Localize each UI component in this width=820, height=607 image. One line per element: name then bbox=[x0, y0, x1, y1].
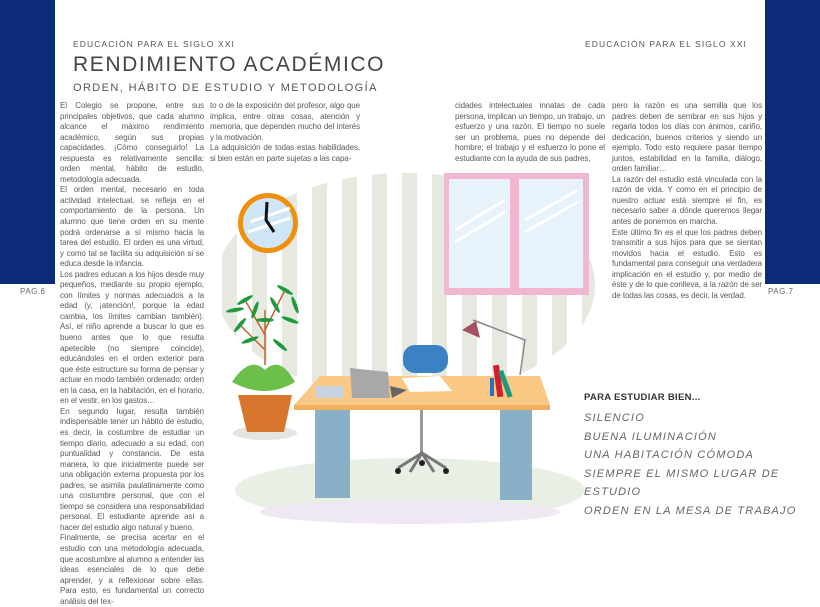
page-title: RENDIMIENTO ACADÉMICO bbox=[73, 53, 386, 76]
left-blue-band bbox=[0, 0, 55, 284]
text-column-3 bbox=[455, 101, 605, 164]
tip-item: ORDEN EN LA MESA DE TRABAJO bbox=[584, 504, 797, 517]
wall-stripe bbox=[282, 160, 297, 400]
study-room-illustration bbox=[220, 160, 600, 540]
text-column-2 bbox=[210, 101, 360, 164]
paragraph: to o de la exposición del profesor, algo que implica, entre otras cosas, atención y memoria, que dependen mucho del interés y la motivación. bbox=[210, 101, 360, 142]
clock-icon bbox=[238, 193, 298, 253]
leaf bbox=[256, 318, 274, 322]
text-column-1 bbox=[60, 101, 204, 607]
tip-item: UNA HABITACIÓN CÓMODA bbox=[584, 449, 755, 461]
tip-item: BUENA ILUMINACIÓN bbox=[584, 430, 718, 443]
wall-stripe bbox=[312, 160, 327, 400]
wall-stripe bbox=[342, 160, 357, 400]
paragraph: cidades intelectuales innatas de cada persona, implican un tiempo, un trabajo, un esfuerzo y una razón. El tiempo no suele ser un problema, pues no depende del hombre; el trabajo y el esfuerzo lo pone el estudiante con la ayuda de sus padres, bbox=[455, 101, 605, 163]
page-number-right: PAG.7 bbox=[768, 287, 794, 296]
wall-stripe bbox=[372, 160, 387, 400]
paragraph: El orden mental, necesario en toda actividad intelectual, se refleja en el comportamiento de la persona. Un alumno que tiene orden en su mente podrá ordenarse a sí mismo hacia la tarea del estudio. El orden es una virtud, y como tal se facilita su adquisición si se educa desde la infancia. bbox=[60, 185, 204, 269]
tip-item: SIEMPRE EL MISMO LUGAR DE ESTUDIO bbox=[584, 467, 780, 498]
tip-item: SILENCIO bbox=[584, 412, 645, 424]
text-column-4 bbox=[612, 101, 762, 301]
paragraph: pero la razón es una semilla que los padres deben de sembrar en sus hijos y regarla todos los días con ánimos, cariño, dedicación, buenos criterios y siendo un ejemplo. Todo esto requiere pasar tiempo juntos, estabilidad en la familia, diálogo, orden familiar… bbox=[612, 101, 762, 174]
running-header-left: EDUCACIÓN PARA EL SIGLO XXI bbox=[73, 39, 235, 49]
paragraph: Finalmente, se precisa acertar en el estudio con una metodología adecuada, que acostumbre al alumno a entender las ideas esenciales de lo que debe aprender, y a reflexionar sobre ellas. Para esto, es fundamental un correcto análisis del tex- bbox=[60, 533, 204, 606]
paragraph: El Colegio se propone, entre sus principales objetivos, que cada alumno alcance el máximo rendimiento académico, según sus propias capacidades. ¡Cómo conseguirlo! La respuesta es relativamente sencilla: orden mental, hábito de estudio, metodología adecuada. bbox=[60, 101, 204, 184]
paragraph: Este último fin es el que los padres deben transmitir a sus hijos para que se sientan movidos hacia el estudio. Esto es fundamental para conseguir una verdadera implicación en el estudio y, por medio de éste y de lo que conlleva, a la razón de ser de todas las cosas, es decir, la verdad. bbox=[612, 227, 762, 300]
paragraph: Los padres educan a los hijos desde muy pequeños, mediante su propio ejemplo, con límites y normas adecuados a la edad (y, ¡atención!, porque la edad cambia, los límites cambian también). Así, el niño aprende a buscar lo que es bueno antes que lo que resulta apetecible (no siempre coincide), educándoles en el orden exterior para que éste estructure su forma de pensar y actuar en modo también ordenado: orden en la casa, en la habitación, en el horario, en el vestir, en los gastos… bbox=[60, 269, 204, 406]
page-subtitle: ORDEN, HÁBITO DE ESTUDIO Y METODOLOGÍA bbox=[73, 82, 378, 94]
right-blue-band bbox=[765, 0, 820, 284]
tips-list bbox=[584, 409, 820, 520]
tips-title: PARA ESTUDIAR BIEN... bbox=[584, 392, 701, 403]
paragraph: La razón del estudio está vinculada con la razón de vida. Y como en el principio de nuestro actuar está siempre el fin, es necesario saber a dónde queremos llegar antes de ponernos en marcha. bbox=[612, 174, 762, 227]
wall-stripe bbox=[222, 160, 237, 400]
paragraph: La adquisición de todas estas habilidades, si bien están en parte sujetas a las capa- bbox=[210, 143, 360, 163]
page-number-left: PAG.6 bbox=[20, 287, 46, 296]
window bbox=[444, 173, 589, 295]
keyboard-icon bbox=[315, 386, 343, 398]
paragraph: En segundo lugar, resulta también indispensable tener un hábito de estudio, es decir, la costumbre de estudiar un tiempo diario, adecuado a su edad, con puntualidad y constancia. De esta manera, lo que inicialmente puede ser una obligación externa propuesta por los padres, se asimila paulatinamente como una costumbre personal, que con el tiempo se considera una responsabilidad personal. El estudiante aprende así a hacer del estudio algo natural y bueno. bbox=[60, 406, 204, 532]
study-tips-box bbox=[584, 392, 820, 520]
running-header-right: EDUCACIÓN PARA EL SIGLO XXI bbox=[585, 39, 747, 49]
